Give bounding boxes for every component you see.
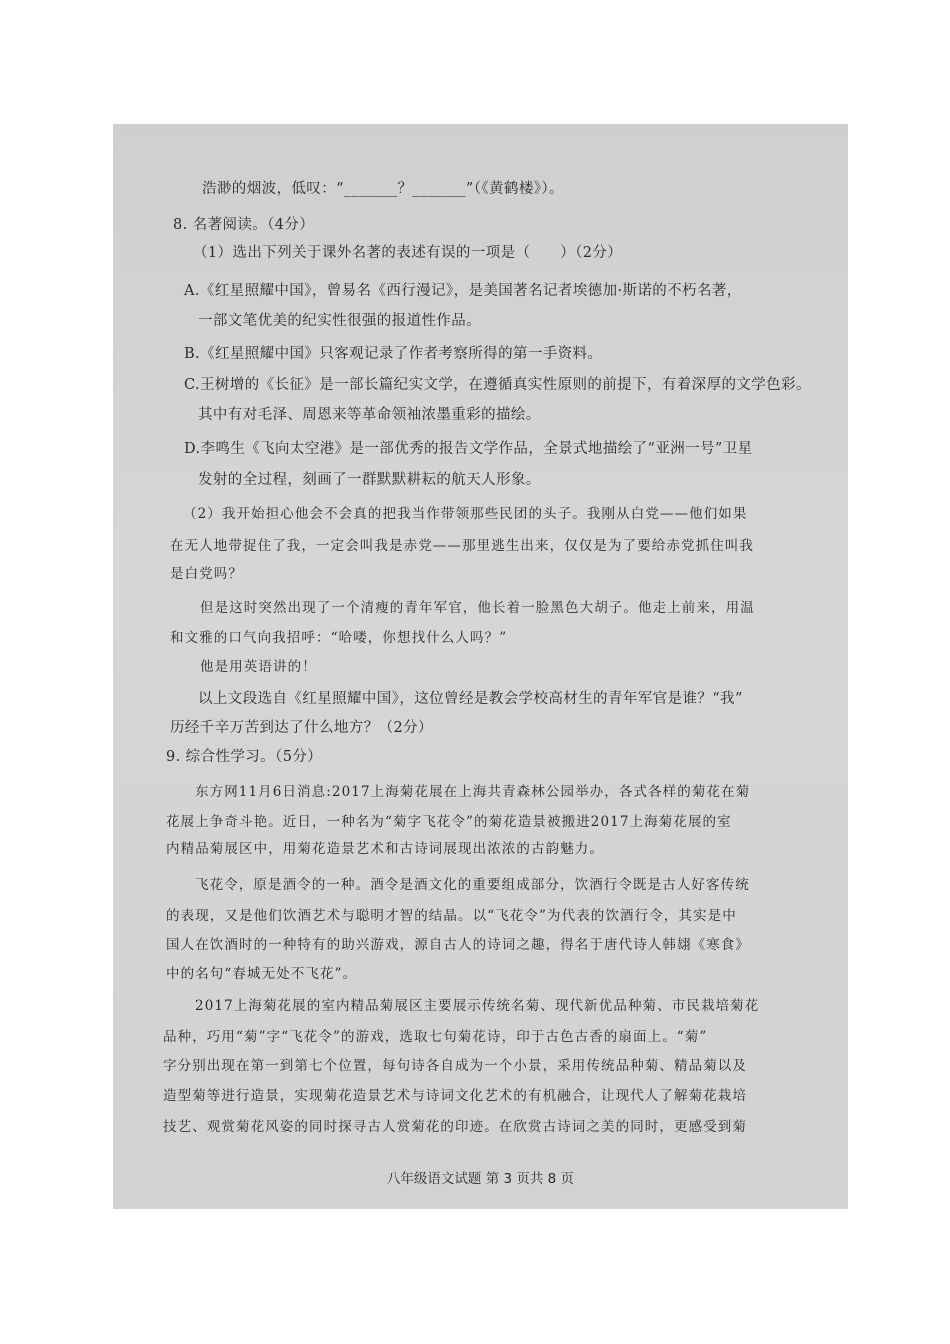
excerpt-line-3: 是白党吗？ [170,566,243,582]
question-8-heading: 8. 名著阅读。（4分） [173,217,315,233]
option-a-line-1: A.《红星照耀中国》，曾易名《西行漫记》，是美国著名记者埃德加·斯诺的不朽名著， [184,283,742,299]
question-8-part-2-line-1: 以上文段选自《红星照耀中国》，这位曾经是教会学校高材生的青年军官是谁？“我” [198,691,743,707]
excerpt-line-6: 他是用英语讲的！ [200,659,317,675]
option-d-line-2: 发射的全过程，刻画了一群默默耕耘的航天人形象。 [198,472,541,488]
excerpt-line-2: 在无人地带捉住了我，一定会叫我是赤党——那里逃生出来，仅仅是为了要给赤党抓住叫我 [170,538,754,554]
option-b: B.《红星照耀中国》只客观记录了作者考察所得的第一手资料。 [184,346,603,362]
news-line-5: 的表现，又是他们饮酒艺术与聪明才智的结晶。以“飞花令”为代表的饮酒行令，其实是中 [166,908,737,924]
question-8-part-1: （1）选出下列关于课外名著的表述有误的一项是（ ）（2分） [193,245,623,261]
news-line-4: 飞花令，原是酒令的一种。酒令是酒文化的重要组成部分，饮酒行令既是古人好客传统 [195,877,750,893]
question-8-part-2-line-2: 历经千辛万苦到达了什么地方？（2分） [170,720,433,736]
excerpt-line-1: （2）我开始担心他会不会真的把我当作带领那些民团的头子。我刚从白党——他们如果 [183,506,748,522]
question-9-heading: 9. 综合性学习。（5分） [166,749,323,765]
option-c-line-1: C.王树增的《长征》是一部长篇纪实文学，在遵循真实性原则的前提下，有着深厚的文学色彩。 [184,377,811,393]
option-a-line-2: 一部文笔优美的纪实性很强的报道性作品。 [198,313,482,329]
option-c-line-2: 其中有对毛泽、周恩来等革命领袖浓墨重彩的描绘。 [198,407,541,423]
poem-blank-line: 浩渺的烟波，低叹：“_______？_______”（《黄鹤楼》）。 [202,181,564,197]
news-line-7: 中的名句“春城无处不飞花”。 [166,966,358,982]
news-line-2: 花展上争奇斗艳。近日，一种名为“菊字飞花令”的菊花造景被搬进2017上海菊花展的室 [166,814,732,830]
news-line-9: 品种，巧用“菊”字“飞花令”的游戏，选取七句菊花诗，印于古色古香的扇面上。“菊” [163,1029,708,1045]
excerpt-line-4: 但是这时突然出现了一个清瘦的青年军官，他长着一脸黑色大胡子。他走上前来，用温 [200,600,755,616]
news-line-12: 技艺、观赏菊花风姿的同时探寻古人赏菊花的印迹。在欣赏古诗词之美的同时，更感受到菊 [163,1119,747,1135]
news-line-3: 内精品菊展区中，用菊花造景艺术和古诗词展现出浓浓的古韵魅力。 [166,841,604,857]
news-line-8: 2017上海菊花展的室内精品菊展区主要展示传统名菊、现代新优品种菊、市民栽培菊花 [195,998,760,1014]
news-line-10: 字分别出现在第一到第七个位置，每句诗各自成为一个小景，采用传统品种菊、精品菊以及 [163,1058,747,1074]
option-d-line-1: D.李鸣生《飞向太空港》是一部优秀的报告文学作品，全景式地描绘了“亚洲一号”卫星 [184,441,753,457]
news-line-6: 国人在饮酒时的一种特有的助兴游戏，源自古人的诗词之趣，得名于唐代诗人韩翃《寒食》 [166,937,750,953]
scanned-exam-page [113,124,848,1209]
excerpt-line-5: 和文雅的口气向我招呼：“哈喽，你想找什么人吗？” [170,630,508,646]
page-footer: 八年级语文试题 第 3 页共 8 页 [386,1171,575,1187]
news-line-1: 东方网11月6日消息:2017上海菊花展在上海共青森林公园举办，各式各样的菊花在菊 [195,784,751,800]
news-line-11: 造型菊等进行造景，实现菊花造景艺术与诗词文化艺术的有机融合，让现代人了解菊花栽培 [163,1088,747,1104]
